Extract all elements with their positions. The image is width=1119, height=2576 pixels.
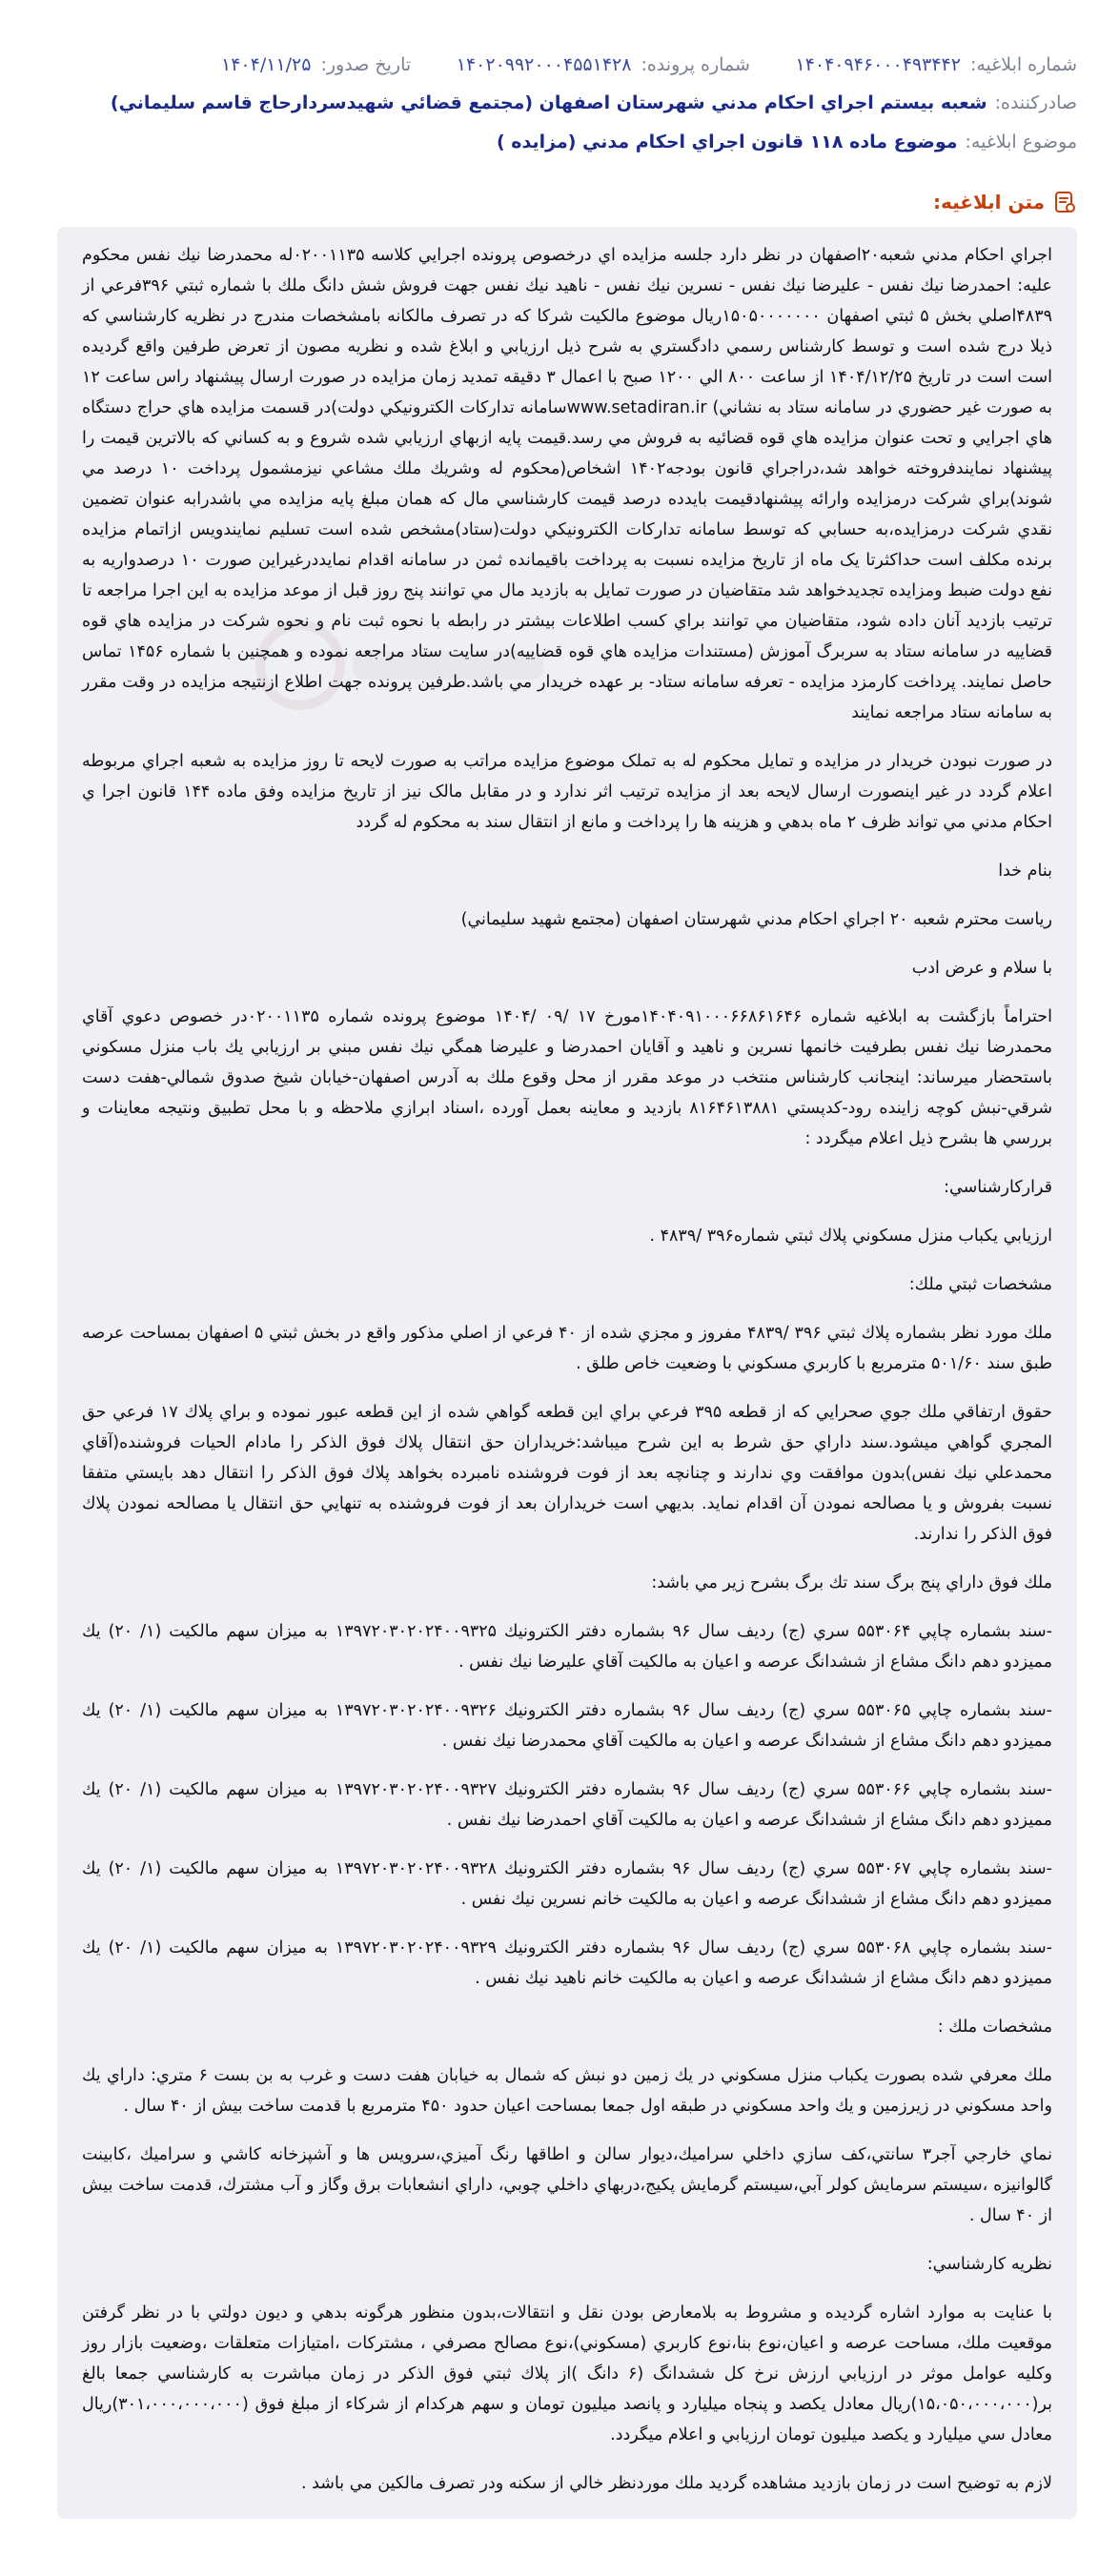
paragraph: -سند بشماره چاپي ۵۵۳۰۶۴ سري (ج) رديف سال ۹۶ بشماره دفتر الكترونيك ۱۳۹۷۲۰۳۰۲۰۲۴۰۰۹۳۲۵ به ميزان سهم مالكيت (۱/ ۲۰) يك مميزدو دهم دانگ مشاع از ششدانگ عرصه و اعيان به مالكيت آقاي عليرضا نيك نفس .: [82, 1622, 1052, 1672]
paragraph: ارزيابي يكباب منزل مسكوني پلاك ثبتي شماره۳۹۶ /۴۸۳۹ .: [649, 1227, 1052, 1246]
paragraph: نظريه كارشناسي:: [926, 2255, 1052, 2274]
paragraph: در صورت نبودن خريدار در مزايده و تمايل محكوم له به تملک موضوع مزايده مراتب به صورت لايحه تا روز مزايده به شعبه اجراي مربوطه اعلام گردد در غير اينصورت ارسال لايحه بعد از مزايده ترتيب اثر ندارد و در مقابل مالک نيز از تاريخ مزايده وفق ماده ۱۴۴ قانون اجرا ي احكام مدني مي تواند ظرف ۲ ماه بدهي و هزينه ها را پرداخت و مانع از انتقال سند به محكوم له گردد: [82, 752, 1052, 832]
paragraph: -سند بشماره چاپي ۵۵۳۰۶۵ سري (ج) رديف سال ۹۶ بشماره دفتر الكترونيك ۱۳۹۷۲۰۳۰۲۰۲۴۰۰۹۳۲۶ به ميزان سهم مالكيت (۱/ ۲۰) يك مميزدو دهم دانگ مشاع از ششدانگ عرصه و اعيان به مالكيت آقاي محمدرضا نيك نفس .: [82, 1701, 1052, 1751]
notice-meta-row: [221, 51, 1077, 78]
paragraph: نماي خارجي آجر۳ سانتي،كف سازي داخلي سراميك،ديوار سالن و اطاقها رنگ آميزي،سرويس ها و آشپزخانه كاشي و سراميك ،كابينت گالوانيزه ،سيستم سرمايش كولر آبي،سيستم گرمايش پكيج،دربهاي داخلي چوبي، داراي انشعابات برق وگاز و آب مشترك، قدمت ساخت بيش از ۴۰ سال .: [82, 2145, 1052, 2225]
notice-number: [795, 51, 1077, 78]
issue-date-label: تاریخ صدور:: [320, 54, 412, 75]
paragraph: قراركارشناسي:: [944, 1178, 1052, 1197]
issuer-line: [38, 90, 1077, 116]
case-number-label: شماره پرونده:: [641, 54, 750, 75]
paragraph: حقوق ارتفاقي ملك جوي صحرايي كه از قطعه ۳۹۵ فرعي براي اين قطعه گواهي شده از اين قطعه عبور نموده و براي پلاك ۱۷ فرعي حق المجري گواهي ميشود.سند داراي حق شرط به اين شرح ميباشد:خريداران حق انتقال پلاك فوق الذكر را مادام الحيات فروشنده(آقاي محمدعلي نيك نفس)بدون موافقت وي ندارند و چنانچه بعد از فوت فروشنده نامبرده بخواهد پلاك فوق الذكر را انتقال دهد بايستي متفقا نسبت بفروش و يا مصالحه نمودن آن اقدام نمايد. بديهي است خريداران بعد از فوت فروشنده به تنهايي حق انتقال يا مصالحه نمودن پلاك فوق الذكر را ندارند.: [82, 1403, 1052, 1544]
notice-number-value: ۱۴۰۴۰۹۴۶۰۰۰۴۹۳۴۴۲: [795, 54, 961, 75]
notice-text-heading: [933, 189, 1077, 215]
paragraph: ملك مورد نظر بشماره پلاك ثبتي ۳۹۶ /۴۸۳۹ مفروز و مجزي شده از ۴۰ فرعي از اصلي مذكور واقع در بخش ثبتي ۵ اصفهان بمساحت عرصه طبق سند ۵۰۱/۶۰ مترمربع با كاربري مسكوني با وضعيت خاص طلق .: [82, 1324, 1053, 1373]
notice-body: [82, 240, 1052, 2517]
paragraph: مشخصات ثبتي ملك:: [908, 1275, 1052, 1294]
issuer-value: شعبه بیستم اجراي احكام مدني شهرستان اصفهان (مجتمع قضائي شهيدسردارحاج قاسم سليماني): [110, 92, 987, 113]
paragraph: لازم به توضيح است در زمان بازديد مشاهده گرديد ملك موردنظر خالي از سكنه ودر تصرف مالكين مي باشد .: [300, 2474, 1052, 2493]
notice-content-box: [57, 227, 1077, 2519]
case-number: [457, 51, 750, 78]
subject-line: [38, 129, 1077, 155]
issue-date: [221, 51, 411, 78]
paragraph: مشخصات ملك :: [937, 2018, 1052, 2037]
subject-value: موضوع ماده ۱۱۸ قانون اجراي احكام مدني (مزايده ): [497, 132, 958, 152]
document-icon: [1052, 190, 1077, 214]
paragraph: احتراماً بازگشت به ابلاغيه شماره ۱۴۰۴۰۹۱۰۰۰۶۶۸۶۱۶۴۶مورخ ۱۷ /۰۹ /۱۴۰۴ موضوع پرونده شماره ۰۲۰۰۱۱۳۵در خصوص دعوي آقاي محمدرضا نيك نفس بطرفيت خانمها نسرين و ناهيد و آقايان احمدرضا و عليرضا همگي نيك نفس مبني بر ارزيابي يك باب منزل مسكوني باستحضار ميرساند: اينجانب كارشناس منتخب در موعد مقرر از محل وقوع ملك به آدرس اصفهان-خيابان شيخ صدوق شمالي-هفت دست شرقي-نبش كوچه زاينده رود-كدپستي ۸۱۶۴۶۱۳۸۸۱ بازديد و معاينه بعمل آورده ،اسناد ابرازي ملاحظه و با محل تطبيق ونتيجه معاينات و بررسي ها بشرح ذيل اعلام ميگردد :: [82, 1007, 1052, 1148]
notice-text-title: متن ابلاغیه:: [932, 191, 1045, 213]
paragraph: با عنايت به موارد اشاره گرديده و مشروط به بلامعارض بودن نقل و انتقالات،بدون منظور هرگونه بدهي و ديون دولتي با در نظر گرفتن موقعيت ملك، مساحت عرصه و اعيان،نوع بنا،نوع كاربري (مسكوني)،نوع مصالح مصرفي ، مشتركات ،امتيازات متعلقات ،وضعيت بازار روز وكليه عوامل موثر در ارزيابي ارزش نرخ كل ششدانگ (۶ دانگ )از پلاك ثبتي فوق الذكر در زمان مباشرت به كارشناسي جمعا بالغ بر(۱۵،۰۵۰،۰۰۰،۰۰۰)ريال معادل يكصد و پنجاه ميليارد و پانصد ميليون تومان و سهم هركدام از شركاء از مبلغ فوق (۳۰۱،۰۰۰،۰۰۰،۰۰۰)ريال معادل سي ميليارد و يكصد ميليون تومان ارزيابي و اعلام ميگردد.: [82, 2303, 1053, 2444]
paragraph: -سند بشماره چاپي ۵۵۳۰۶۸ سري (ج) رديف سال ۹۶ بشماره دفتر الكترونيك ۱۳۹۷۲۰۳۰۲۰۲۴۰۰۹۳۲۹ به ميزان سهم مالكيت (۱/ ۲۰) يك مميزدو دهم دانگ مشاع از ششدانگ عرصه و اعيان به مالكيت خانم ناهيد نيك نفس .: [82, 1938, 1052, 1988]
notice-number-label: شماره ابلاغیه:: [969, 54, 1077, 75]
paragraph: رياست محترم شعبه ۲۰ اجراي احكام مدني شهرستان اصفهان (مجتمع شهيد سليماني): [460, 910, 1052, 929]
case-number-value: ۱۴۰۲۰۹۹۲۰۰۰۴۵۵۱۴۲۸: [456, 54, 632, 75]
issue-date-value: ۱۴۰۴/۱۱/۲۵: [221, 54, 312, 75]
paragraph: با سلام و عرض ادب: [911, 959, 1052, 978]
paragraph: -سند بشماره چاپي ۵۵۳۰۶۷ سري (ج) رديف سال ۹۶ بشماره دفتر الكترونيك ۱۳۹۷۲۰۳۰۲۰۲۴۰۰۹۳۲۸ به ميزان سهم مالكيت (۱/ ۲۰) يك مميزدو دهم دانگ مشاع از ششدانگ عرصه و اعيان به مالكيت خانم نسرين نيك نفس .: [82, 1859, 1052, 1909]
paragraph: ملك معرفي شده بصورت يكباب منزل مسكوني در يك زمين دو نبش كه شمال به خيابان هفت دست و غرب به بن بست ۶ متري: داراي يك واحد مسكوني در زيرزمين و يك واحد مسكوني در طبقه اول جمعا بمساحت اعيان حدود ۴۵۰ مترمربع با قدمت ساخت بيش از ۴۰ سال .: [82, 2066, 1052, 2116]
paragraph: ملك فوق داراي پنج برگ سند تك برگ بشرح زير مي باشد:: [651, 1573, 1052, 1592]
issuer-label: صادرکننده:: [994, 92, 1077, 113]
subject-label: موضوع ابلاغیه:: [965, 132, 1077, 152]
paragraph: اجراي احكام مدني شعبه۲۰اصفهان در نظر دارد جلسه مزايده اي درخصوص پرونده اجرايي كلاسه ۰۲۰۰۱۱۳۵له محمدرضا نيك نفس محكوم عليه: احمدرضا نيك نفس - عليرضا نيك نفس - نسرين نيك نفس - ناهيد نيك نفس جهت فروش شش دانگ ملك با شماره ثبتي ۳۹۶فرعي از ۴۸۳۹اصلي بخش ۵ ثبتي اصفهان ۱۵۰۵۰۰۰۰۰۰۰ريال موضوع مالكيت شركا كه در تصرف مالكانه بامشخصات مندرج در نظريه كارشناسي كه ذيلا درج شده است و توسط كارشناس رسمي دادگستري به شرح ذيل ارزيابي و ابلاغ شده و نظريه مصون از تعرض طرفين واقع گرديده است است در تاريخ ۱۴۰۴/۱۲/۲۵ از ساعت ۸۰۰ الي ۱۲۰۰ صبح با اعمال ۳ دقيقه تمديد زمان مزايده در صورت ارسال پيشنهاد راس ساعت ۱۲ به صورت غير حضوري در سامانه ستاد به نشاني) www.setadiran.irسامانه تداركات الكترونيكي دولت)در قسمت مزايده هاي حراج دستگاه هاي اجرايي و تحت عنوان مزايده هاي قوه قضائيه به فروش مي رسد.قيمت پايه ازبهاي ارزيابي شده شروع و به كساني كه بالاترين قيمت را پيشنهاد نمايندفروخته خواهد شد،دراجراي قانون بودجه۱۴۰۲ اشخاص(محكوم له وشريك ملك مشاعي نيزمشمول پرداخت ۱۰ درصد مي شوند)براي شركت درمزايده وارائه پيشنهادقيمت بايدده درصد قيمت كارشناسي مال كه همان مبلغ پايه مزايده مي باشدرابه عنوان تضمين نقدي شركت درمزايده،به حسابي كه توسط سامانه تداركات الكترونيكي دولت(ستاد)مشخص شده است تسليم نمايندويس ازاتمام مزايده برنده مكلف است حداكثرتا يک ماه از تاريخ مزايده نسبت به پرداخت باقيمانده ثمن در سامانه اقدام نمايددرغيراين صورت ۱۰ درصدواريه به نفع دولت ضبط ومزايده تجديدخواهد شد متقاضيان در صورت تمايل به بازديد مال مي توانند پنج روز قبل از موعد مزايده به اين اجرا مراجعه تا ترتيب بازديد آنان داده شود، متقاضيان مي توانند براي كسب اطلاعات بيشتر در رابطه با نحوه ثبت نام و نحوه شركت در مزايده هاي قوه قضاييه در سامانه ستاد به سربرگ آموزش (مستندات مزايده هاي قوه قضاييه)در سايت ستاد مراجعه نموده و همچنين با شماره ۱۴۵۶ تماس حاصل نمايند. پرداخت كارمزد مزايده - تعرفه سامانه ستاد- بر عهده خريدار مي باشد.طرفين پرونده جهت اطلاع ازنتيجه مزايده در وقت مقرر به سامانه ستاد مراجعه نمايند: [82, 246, 1053, 722]
paragraph: بنام خدا: [998, 862, 1052, 881]
paragraph: -سند بشماره چاپي ۵۵۳۰۶۶ سري (ج) رديف سال ۹۶ بشماره دفتر الكترونيك ۱۳۹۷۲۰۳۰۲۰۲۴۰۰۹۳۲۷ به ميزان سهم مالكيت (۱/ ۲۰) يك مميزدو دهم دانگ مشاع از ششدانگ عرصه و اعيان به مالكيت آقاي احمدرضا نيك نفس .: [82, 1780, 1052, 1830]
